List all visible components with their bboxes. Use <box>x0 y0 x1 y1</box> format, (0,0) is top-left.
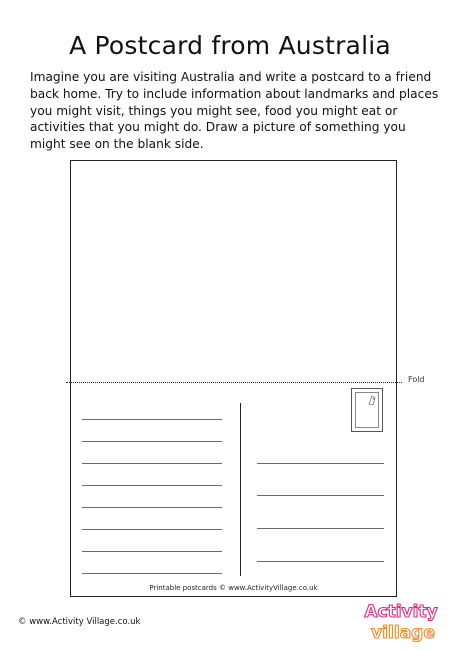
activity-village-logo <box>356 597 446 643</box>
message-line <box>82 441 222 442</box>
stamp-illustration-icon <box>368 395 377 406</box>
message-line <box>82 551 222 552</box>
stamp-inner-frame <box>355 392 379 428</box>
stamp-box <box>351 388 383 432</box>
page-footer-copyright: © www.Activity Village.co.uk <box>18 617 141 627</box>
address-line <box>257 463 384 464</box>
logo-word-village: village <box>371 623 435 643</box>
fold-line <box>66 382 402 383</box>
message-line <box>82 507 222 508</box>
logo-word-activity: Activity <box>364 602 438 622</box>
address-line <box>257 528 384 529</box>
address-line <box>257 495 384 496</box>
message-line <box>82 529 222 530</box>
page-title: A Postcard from Australia <box>69 31 391 60</box>
message-line <box>82 463 222 464</box>
instructions-text: Imagine you are visiting Australia and write a postcard to a friend back home. Try to include information about landmarks and places you might visit, things you might see, food you might eat or activities that you might do. Draw a picture of something you might see on the blank side. <box>30 70 439 152</box>
fold-label: Fold <box>408 375 425 384</box>
message-line <box>82 419 222 420</box>
postcard-outline <box>70 160 397 597</box>
address-line <box>257 561 384 562</box>
postcard-footer-credit: Printable postcards © www.ActivityVillage.co.uk <box>149 584 318 592</box>
message-line <box>82 573 222 574</box>
message-line <box>82 485 222 486</box>
postcard-divider <box>240 403 241 576</box>
